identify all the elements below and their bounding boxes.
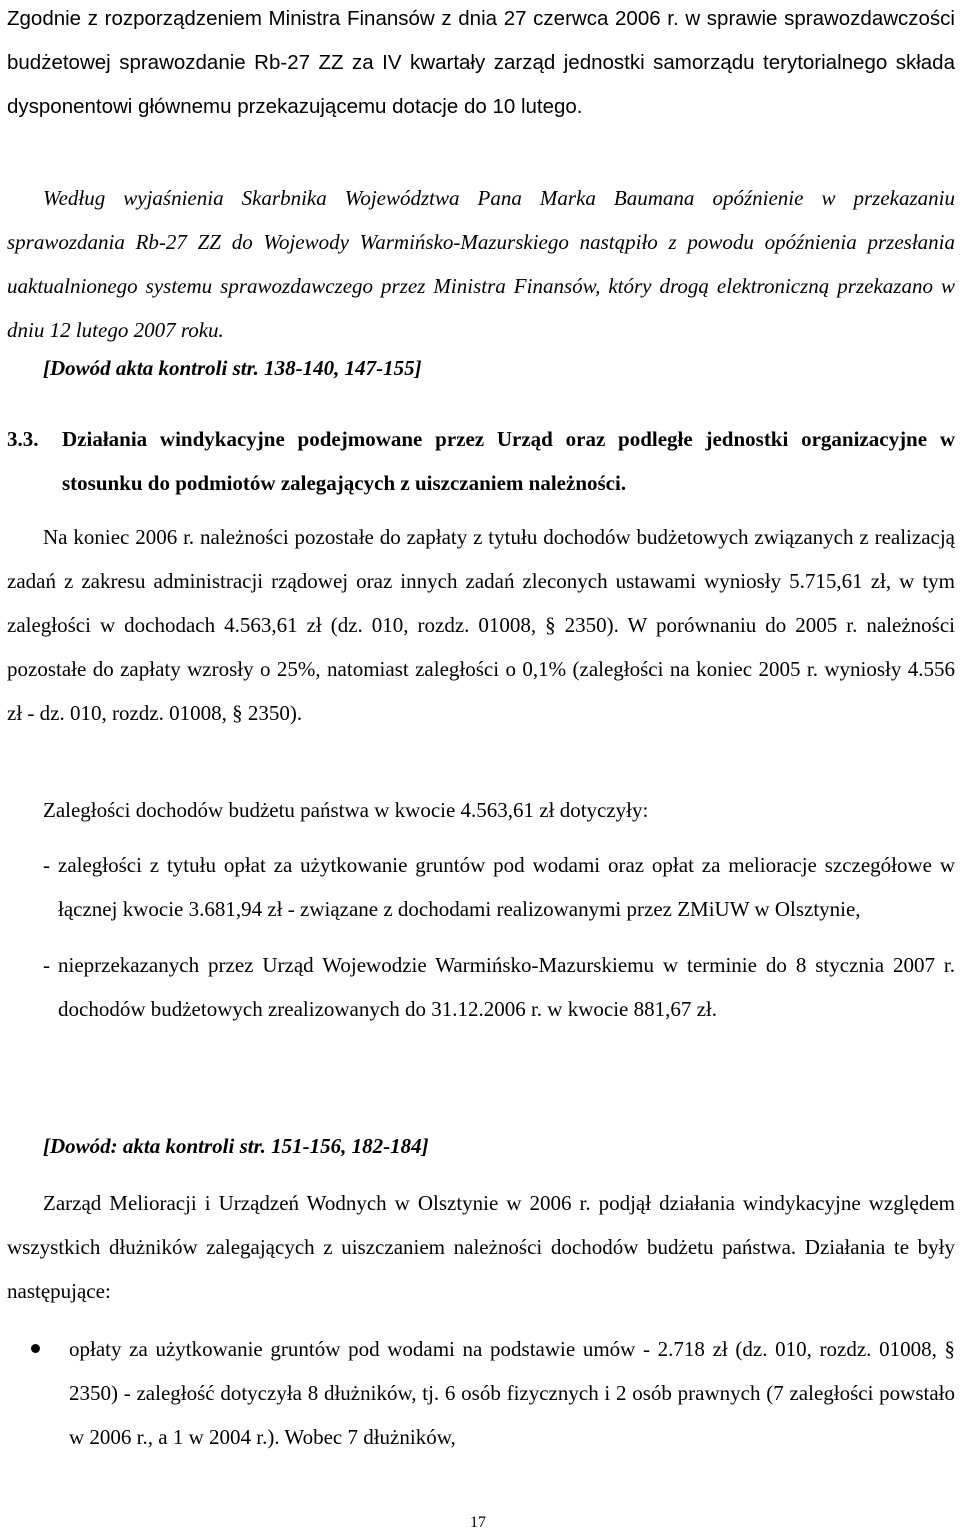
receivables-paragraph: Na koniec 2006 r. należności pozostałe do zapłaty z tytułu dochodów budżetowych związanych z realizacją zadań z zakresu administracji rządowej oraz innych zadań zleconych ustawami wyniosły 5.715,61 zł, w tym zaległości w dochodach 4.563,61 zł (dz. 010, rozdz. 01008, § 2350). W porównaniu do 2005 r. należności pozostałe do zapłaty wzrosły o 25%, natomiast zaległości o 0,1% (zaległości na koniec 2005 r. wyniosły 4.556 zł - dz. 010, rozdz. 01008, § 2350). [7,525,955,725]
page-number: 17 [470,1514,486,1531]
zmiuw-paragraph: Zarząd Melioracji i Urządzeń Wodnych w Olsztynie w 2006 r. podjął działania windykacyjne względem wszystkich dłużników zalegających z uiszczaniem należności dochodów budżetu państwa. Działania te były następujące: [7,1191,955,1303]
section-number: 3.3. [7,427,39,451]
bullet-item-text: opłaty za użytkowanie gruntów pod wodami na podstawie umów - 2.718 zł (dz. 010, rozdz. 01008, § 2350) - zaległość dotyczyła 8 dłużników, tj. 6 osób fizycznych i 2 osób prawnych (7 zaległości powstało w 2006 r., a 1 w 2004 r.). Wobec 7 dłużników, [69,1337,955,1449]
explanation-paragraph: Według wyjaśnienia Skarbnika Województwa Pana Marka Baumana opóźnienie w przekazaniu sprawozdania Rb-27 ZZ do Wojewody Warmińsko-Mazurskiego nastąpiło z powodu opóźnienia przesłania uaktualnionego systemu sprawozdawczego przez Ministra Finansów, który drogą elektroniczną przekazano w dniu 12 lutego 2007 roku. [7,186,955,342]
dash-item-text: zaległości z tytułu opłat za użytkowanie gruntów pod wodami oraz opłat za melioracje szczegółowe w łącznej kwocie 3.681,94 zł - związane z dochodami realizowanymi przez ZMiUW w Olsztynie, [58,853,955,921]
dash-list-item [43,943,955,1031]
section-title: Działania windykacyjne podejmowane przez Urząd oraz podległe jednostki organizacyjne w stosunku do podmiotów zalegających z uiszczaniem należności. [62,427,955,495]
dash-marker: - [43,953,50,977]
evidence-reference: [Dowód akta kontroli str. 138-140, 147-155] [43,356,422,380]
evidence-reference: [Dowód: akta kontroli str. 151-156, 182-184] [43,1134,429,1158]
dash-list-item [43,843,955,931]
dash-marker: - [43,853,50,877]
dash-item-text: nieprzekazanych przez Urząd Wojewodzie Warmińsko-Mazurskiemu w terminie do 8 stycznia 2007 r. dochodów budżetowych zrealizowanych do 31.12.2006 r. w kwocie 881,67 zł. [58,953,955,1021]
intro-paragraph: Zgodnie z rozporządzeniem Ministra Finansów z dnia 27 czerwca 2006 r. w sprawie sprawozdawczości budżetowej sprawozdanie Rb-27 ZZ za IV kwartały zarząd jednostki samorządu terytorialnego składa dysponentowi głównemu przekazującemu dotacje do 10 lutego. [7,7,955,118]
arrears-intro: Zaległości dochodów budżetu państwa w kwocie 4.563,61 zł dotyczyły: [43,798,649,822]
dash-list [43,843,955,1031]
bullet-icon [31,1344,40,1353]
